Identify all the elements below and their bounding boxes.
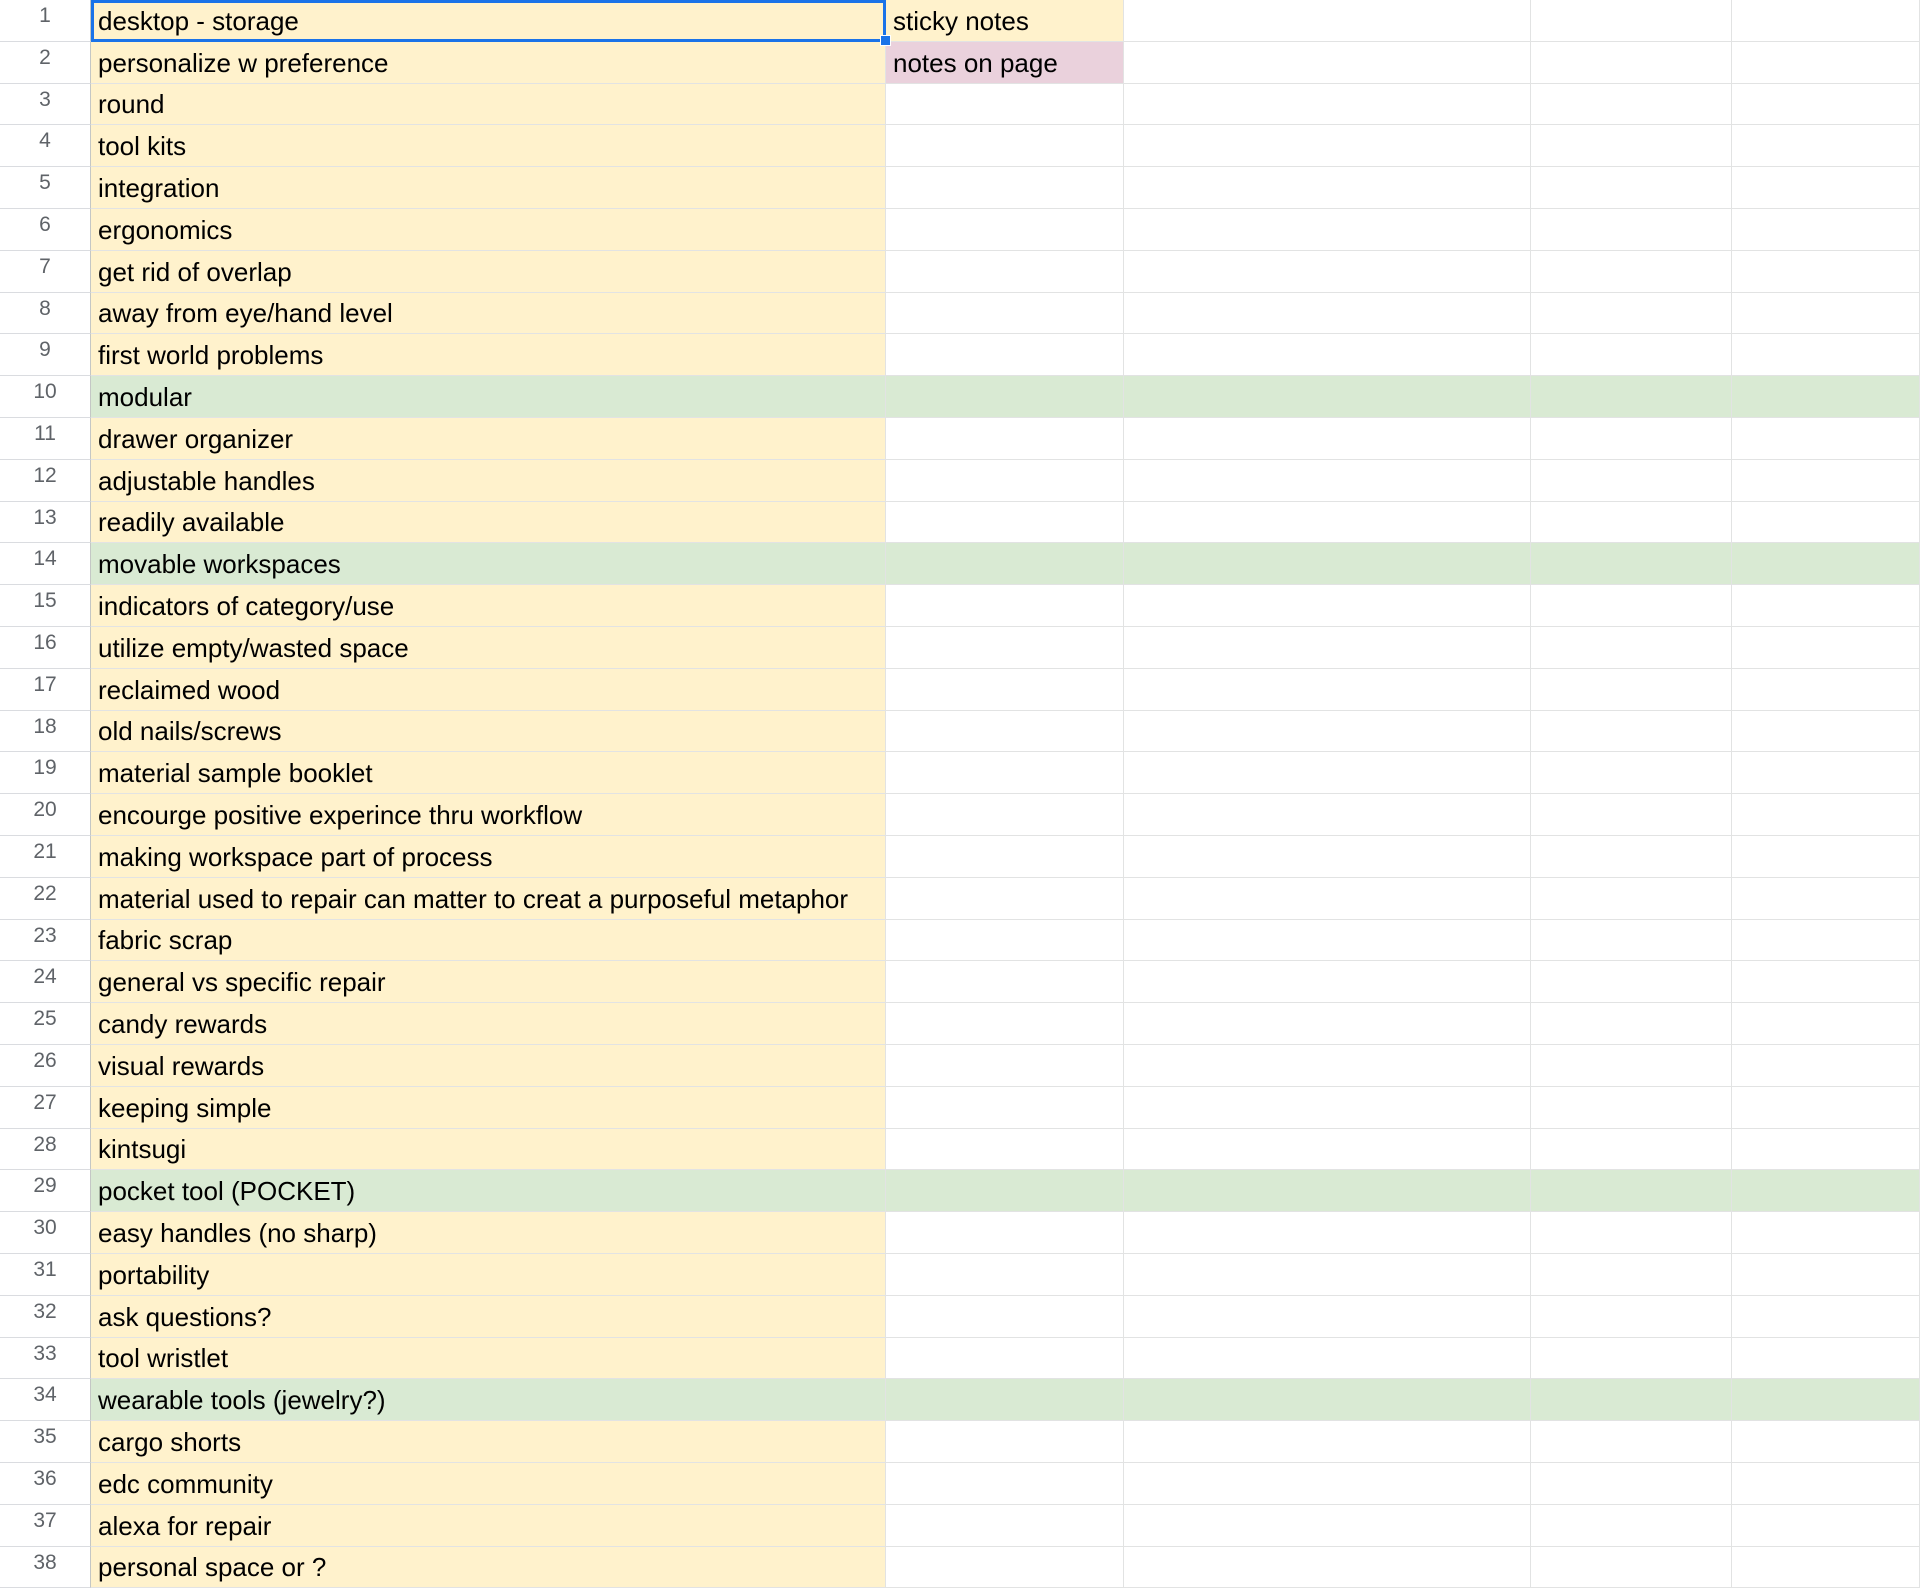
sheet-row [0, 1212, 1920, 1254]
cell-a[interactable]: alexa for repair [91, 1505, 886, 1547]
sheet-row [0, 167, 1920, 209]
cell-d[interactable] [1531, 209, 1732, 251]
cell-b[interactable] [886, 1505, 1124, 1547]
sheet-row [0, 1296, 1920, 1338]
sheet-row [0, 251, 1920, 293]
cell-b[interactable] [886, 293, 1124, 335]
row-header[interactable]: 27 [0, 1087, 91, 1129]
cell-e[interactable] [1732, 794, 1920, 836]
cell-c[interactable] [1124, 1212, 1531, 1254]
cell-e[interactable] [1732, 669, 1920, 711]
cell-a[interactable]: fabric scrap [91, 920, 886, 962]
row-header[interactable]: 6 [0, 209, 91, 251]
cell-c[interactable] [1124, 585, 1531, 627]
row-header[interactable]: 36 [0, 1463, 91, 1505]
cell-b[interactable] [886, 1547, 1124, 1589]
cell-b[interactable] [886, 543, 1124, 585]
cell-c[interactable] [1124, 293, 1531, 335]
cell-e[interactable] [1732, 920, 1920, 962]
row-header[interactable]: 9 [0, 334, 91, 376]
cell-c[interactable] [1124, 836, 1531, 878]
cell-d[interactable] [1531, 460, 1732, 502]
sheet-row [0, 125, 1920, 167]
sheet-row [0, 1505, 1920, 1547]
cell-c[interactable] [1124, 1170, 1531, 1212]
row-header[interactable]: 21 [0, 836, 91, 878]
cell-b[interactable] [886, 878, 1124, 920]
cell-c[interactable] [1124, 1296, 1531, 1338]
cell-a[interactable]: personal space or ? [91, 1547, 886, 1589]
cell-a[interactable]: round [91, 84, 886, 126]
row-header[interactable]: 13 [0, 502, 91, 544]
cell-a[interactable]: modular [91, 376, 886, 418]
cell-d[interactable] [1531, 669, 1732, 711]
cell-e[interactable] [1732, 460, 1920, 502]
row-header[interactable]: 1 [0, 0, 91, 42]
cell-a[interactable]: readily available [91, 502, 886, 544]
sheet-row [0, 209, 1920, 251]
sheet-row [0, 794, 1920, 836]
cell-b[interactable] [886, 669, 1124, 711]
cell-d[interactable] [1531, 920, 1732, 962]
sheet-row [0, 460, 1920, 502]
cell-e[interactable] [1732, 1045, 1920, 1087]
cell-b[interactable] [886, 502, 1124, 544]
cell-c[interactable] [1124, 711, 1531, 753]
cell-b[interactable] [886, 920, 1124, 962]
cell-b[interactable] [886, 251, 1124, 293]
cell-e[interactable] [1732, 1003, 1920, 1045]
row-header[interactable]: 23 [0, 920, 91, 962]
row-header[interactable]: 24 [0, 961, 91, 1003]
cell-d[interactable] [1531, 376, 1732, 418]
cell-d[interactable] [1531, 1421, 1732, 1463]
row-header[interactable]: 31 [0, 1254, 91, 1296]
row-header[interactable]: 30 [0, 1212, 91, 1254]
cell-d[interactable] [1531, 627, 1732, 669]
cell-e[interactable] [1732, 293, 1920, 335]
cell-b[interactable] [886, 167, 1124, 209]
cell-b[interactable] [886, 1045, 1124, 1087]
cell-b[interactable] [886, 794, 1124, 836]
cell-b[interactable] [886, 711, 1124, 753]
cell-e[interactable] [1732, 1129, 1920, 1171]
cell-b[interactable] [886, 125, 1124, 167]
cell-e[interactable] [1732, 1505, 1920, 1547]
cell-a[interactable]: making workspace part of process [91, 836, 886, 878]
row-header[interactable]: 3 [0, 84, 91, 126]
cell-d[interactable] [1531, 125, 1732, 167]
cell-e[interactable] [1732, 0, 1920, 42]
cell-e[interactable] [1732, 251, 1920, 293]
row-header[interactable]: 22 [0, 878, 91, 920]
cell-c[interactable] [1124, 669, 1531, 711]
cell-b[interactable] [886, 460, 1124, 502]
cell-a[interactable]: kintsugi [91, 1129, 886, 1171]
cell-d[interactable] [1531, 1003, 1732, 1045]
cell-e[interactable] [1732, 1254, 1920, 1296]
cell-a[interactable]: easy handles (no sharp) [91, 1212, 886, 1254]
row-header[interactable]: 35 [0, 1421, 91, 1463]
cell-a[interactable]: old nails/screws [91, 711, 886, 753]
sheet-row [0, 418, 1920, 460]
row-header[interactable]: 16 [0, 627, 91, 669]
row-header[interactable]: 4 [0, 125, 91, 167]
sheet-row [0, 920, 1920, 962]
cell-c[interactable] [1124, 1338, 1531, 1380]
cell-e[interactable] [1732, 376, 1920, 418]
row-header[interactable]: 17 [0, 669, 91, 711]
cell-e[interactable] [1732, 334, 1920, 376]
cell-b[interactable] [886, 1338, 1124, 1380]
cell-d[interactable] [1531, 1212, 1732, 1254]
sheet-row [0, 961, 1920, 1003]
cell-c[interactable] [1124, 209, 1531, 251]
row-header[interactable]: 7 [0, 251, 91, 293]
cell-d[interactable] [1531, 1087, 1732, 1129]
cell-b[interactable] [886, 1087, 1124, 1129]
cell-e[interactable] [1732, 1421, 1920, 1463]
sheet-row [0, 1547, 1920, 1589]
cell-e[interactable] [1732, 1296, 1920, 1338]
cell-d[interactable] [1531, 1338, 1732, 1380]
cell-b[interactable] [886, 752, 1124, 794]
cell-b[interactable] [886, 1296, 1124, 1338]
cell-b[interactable] [886, 1254, 1124, 1296]
cell-a[interactable]: ergonomics [91, 209, 886, 251]
row-header[interactable]: 25 [0, 1003, 91, 1045]
row-header[interactable]: 2 [0, 42, 91, 84]
cell-c[interactable] [1124, 1547, 1531, 1589]
cell-c[interactable] [1124, 1045, 1531, 1087]
cell-a[interactable]: ask questions? [91, 1296, 886, 1338]
row-header[interactable]: 37 [0, 1505, 91, 1547]
cell-a[interactable]: movable workspaces [91, 543, 886, 585]
cell-d[interactable] [1531, 1463, 1732, 1505]
cell-c[interactable] [1124, 376, 1531, 418]
cell-c[interactable] [1124, 1129, 1531, 1171]
sheet-row [0, 1129, 1920, 1171]
cell-d[interactable] [1531, 794, 1732, 836]
cell-d[interactable] [1531, 251, 1732, 293]
cell-c[interactable] [1124, 627, 1531, 669]
cell-a[interactable]: pocket tool (POCKET) [91, 1170, 886, 1212]
cell-e[interactable] [1732, 627, 1920, 669]
sheet-row [0, 1379, 1920, 1421]
sheet-row [0, 1045, 1920, 1087]
cell-c[interactable] [1124, 418, 1531, 460]
sheet-row [0, 752, 1920, 794]
cell-a[interactable]: general vs specific repair [91, 961, 886, 1003]
cell-a[interactable]: material used to repair can matter to creat a purposeful metaphor [91, 878, 886, 920]
cell-d[interactable] [1531, 1505, 1732, 1547]
cell-b[interactable] [886, 585, 1124, 627]
cell-d[interactable] [1531, 752, 1732, 794]
cell-e[interactable] [1732, 1170, 1920, 1212]
cell-e[interactable] [1732, 209, 1920, 251]
cell-e[interactable] [1732, 543, 1920, 585]
sheet-row [0, 1087, 1920, 1129]
cell-d[interactable] [1531, 84, 1732, 126]
cell-d[interactable] [1531, 1129, 1732, 1171]
cell-c[interactable] [1124, 878, 1531, 920]
cell-b[interactable] [886, 1129, 1124, 1171]
cell-c[interactable] [1124, 167, 1531, 209]
cell-e[interactable] [1732, 84, 1920, 126]
cell-d[interactable] [1531, 585, 1732, 627]
sheet-row [0, 334, 1920, 376]
cell-e[interactable] [1732, 502, 1920, 544]
cell-e[interactable] [1732, 878, 1920, 920]
cell-e[interactable] [1732, 961, 1920, 1003]
cell-a[interactable]: utilize empty/wasted space [91, 627, 886, 669]
cell-a[interactable]: visual rewards [91, 1045, 886, 1087]
cell-b[interactable]: notes on page [886, 42, 1124, 84]
row-header[interactable]: 18 [0, 711, 91, 753]
cell-b[interactable] [886, 334, 1124, 376]
cell-c[interactable] [1124, 1003, 1531, 1045]
cell-e[interactable] [1732, 1379, 1920, 1421]
cell-b[interactable] [886, 1212, 1124, 1254]
sheet-row [0, 84, 1920, 126]
cell-c[interactable] [1124, 920, 1531, 962]
sheet-row [0, 1254, 1920, 1296]
cell-c[interactable] [1124, 1379, 1531, 1421]
sheet-row [0, 543, 1920, 585]
cell-a[interactable]: integration [91, 167, 886, 209]
cell-e[interactable] [1732, 752, 1920, 794]
cell-b[interactable] [886, 1463, 1124, 1505]
cell-d[interactable] [1531, 961, 1732, 1003]
row-header[interactable]: 34 [0, 1379, 91, 1421]
row-header[interactable]: 8 [0, 293, 91, 335]
sheet-row [0, 836, 1920, 878]
cell-d[interactable] [1531, 293, 1732, 335]
cell-e[interactable] [1732, 125, 1920, 167]
cell-b[interactable] [886, 376, 1124, 418]
cell-d[interactable] [1531, 502, 1732, 544]
cell-d[interactable] [1531, 878, 1732, 920]
cell-c[interactable] [1124, 1087, 1531, 1129]
cell-b[interactable] [886, 1003, 1124, 1045]
cell-a[interactable]: encourge positive experince thru workflow [91, 794, 886, 836]
fill-handle[interactable] [880, 35, 891, 46]
sheet-row [0, 502, 1920, 544]
row-header[interactable]: 32 [0, 1296, 91, 1338]
cell-a[interactable]: tool kits [91, 125, 886, 167]
sheet-row [0, 585, 1920, 627]
cell-d[interactable] [1531, 1296, 1732, 1338]
cell-b[interactable] [886, 84, 1124, 126]
cell-d[interactable] [1531, 836, 1732, 878]
cell-a[interactable]: personalize w preference [91, 42, 886, 84]
cell-c[interactable] [1124, 1505, 1531, 1547]
cell-c[interactable] [1124, 251, 1531, 293]
sheet-row [0, 293, 1920, 335]
cell-a[interactable]: get rid of overlap [91, 251, 886, 293]
cell-c[interactable] [1124, 334, 1531, 376]
cell-d[interactable] [1531, 1547, 1732, 1589]
cell-a[interactable]: indicators of category/use [91, 585, 886, 627]
cell-c[interactable] [1124, 1254, 1531, 1296]
cell-c[interactable] [1124, 961, 1531, 1003]
cell-b[interactable] [886, 418, 1124, 460]
cell-a[interactable]: cargo shorts [91, 1421, 886, 1463]
row-header[interactable]: 10 [0, 376, 91, 418]
cell-d[interactable] [1531, 167, 1732, 209]
cell-a[interactable]: edc community [91, 1463, 886, 1505]
cell-a[interactable]: tool wristlet [91, 1338, 886, 1380]
cell-d[interactable] [1531, 711, 1732, 753]
cell-a[interactable]: keeping simple [91, 1087, 886, 1129]
sheet-row [0, 1421, 1920, 1463]
sheet-row [0, 1170, 1920, 1212]
cell-d[interactable] [1531, 334, 1732, 376]
cell-b[interactable] [886, 209, 1124, 251]
cell-e[interactable] [1732, 1463, 1920, 1505]
cell-d[interactable] [1531, 0, 1732, 42]
cell-e[interactable] [1732, 1338, 1920, 1380]
cell-b[interactable] [886, 1379, 1124, 1421]
cell-e[interactable] [1732, 1087, 1920, 1129]
cell-d[interactable] [1531, 1045, 1732, 1087]
row-header[interactable]: 15 [0, 585, 91, 627]
row-header[interactable]: 26 [0, 1045, 91, 1087]
row-header[interactable]: 38 [0, 1547, 91, 1589]
cell-d[interactable] [1531, 1254, 1732, 1296]
cell-c[interactable] [1124, 794, 1531, 836]
cell-d[interactable] [1531, 1379, 1732, 1421]
cell-c[interactable] [1124, 460, 1531, 502]
sheet-row [0, 1463, 1920, 1505]
cell-b[interactable]: sticky notes [886, 0, 1124, 42]
cell-d[interactable] [1531, 418, 1732, 460]
sheet-row [0, 0, 1920, 42]
cell-b[interactable] [886, 836, 1124, 878]
cell-a[interactable]: wearable tools (jewelry?) [91, 1379, 886, 1421]
cell-d[interactable] [1531, 1170, 1732, 1212]
cell-c[interactable] [1124, 752, 1531, 794]
sheet-row [0, 376, 1920, 418]
sheet-row [0, 711, 1920, 753]
sheet-row [0, 627, 1920, 669]
cell-c[interactable] [1124, 42, 1531, 84]
cell-e[interactable] [1732, 836, 1920, 878]
sheet-row [0, 1338, 1920, 1380]
cell-a[interactable]: adjustable handles [91, 460, 886, 502]
cell-a[interactable]: material sample booklet [91, 752, 886, 794]
cell-a[interactable]: portability [91, 1254, 886, 1296]
cell-a[interactable]: reclaimed wood [91, 669, 886, 711]
cell-e[interactable] [1732, 167, 1920, 209]
row-header[interactable]: 33 [0, 1338, 91, 1380]
cell-b[interactable] [886, 1170, 1124, 1212]
cell-c[interactable] [1124, 502, 1531, 544]
cell-e[interactable] [1732, 711, 1920, 753]
cell-e[interactable] [1732, 1212, 1920, 1254]
cell-a[interactable]: first world problems [91, 334, 886, 376]
cell-a[interactable]: candy rewards [91, 1003, 886, 1045]
cell-d[interactable] [1531, 543, 1732, 585]
sheet-row [0, 878, 1920, 920]
cell-b[interactable] [886, 1421, 1124, 1463]
cell-a[interactable]: drawer organizer [91, 418, 886, 460]
row-header[interactable]: 12 [0, 460, 91, 502]
cell-c[interactable] [1124, 125, 1531, 167]
cell-b[interactable] [886, 961, 1124, 1003]
cell-c[interactable] [1124, 1421, 1531, 1463]
cell-c[interactable] [1124, 84, 1531, 126]
row-header[interactable]: 19 [0, 752, 91, 794]
row-header[interactable]: 29 [0, 1170, 91, 1212]
row-header[interactable]: 5 [0, 167, 91, 209]
cell-e[interactable] [1732, 42, 1920, 84]
sheet-row [0, 669, 1920, 711]
row-header[interactable]: 14 [0, 543, 91, 585]
cell-d[interactable] [1531, 42, 1732, 84]
cell-a[interactable]: away from eye/hand level [91, 293, 886, 335]
cell-e[interactable] [1732, 418, 1920, 460]
cell-b[interactable] [886, 627, 1124, 669]
cell-a[interactable]: desktop - storage [91, 0, 886, 42]
cell-e[interactable] [1732, 585, 1920, 627]
row-header[interactable]: 20 [0, 794, 91, 836]
cell-c[interactable] [1124, 1463, 1531, 1505]
cell-c[interactable] [1124, 0, 1531, 42]
row-header[interactable]: 11 [0, 418, 91, 460]
row-header[interactable]: 28 [0, 1129, 91, 1171]
sheet-row [0, 1003, 1920, 1045]
cell-c[interactable] [1124, 543, 1531, 585]
sheet-row [0, 42, 1920, 84]
cell-e[interactable] [1732, 1547, 1920, 1589]
